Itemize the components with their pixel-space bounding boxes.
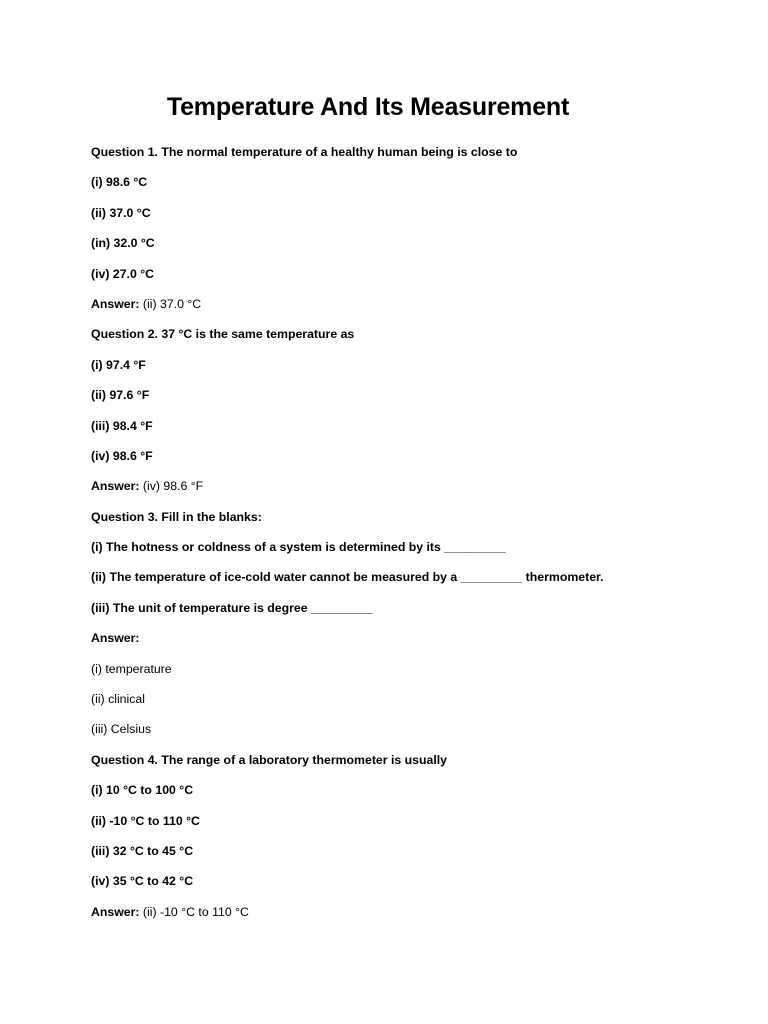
question-3: Question 3. Fill in the blanks: bbox=[91, 509, 262, 524]
q1-answer-value: (ii) 37.0 °C bbox=[139, 296, 202, 311]
q1-option-3: (in) 32.0 °C bbox=[91, 236, 155, 251]
q2-option-2: (ii) 97.6 °F bbox=[91, 388, 150, 403]
q3-blank-3: (iii) The unit of temperature is degree _________ bbox=[91, 600, 373, 615]
question-4: Question 4. The range of a laboratory thermometer is usually bbox=[91, 752, 448, 767]
q3-blank-2: (ii) The temperature of ice-cold water cannot be measured by a _________ thermometer. bbox=[91, 570, 604, 585]
q3-blank-1: (i) The hotness or coldness of a system is determined by its _________ bbox=[91, 540, 506, 555]
q2-answer-label: Answer: bbox=[91, 479, 140, 494]
q1-option-2: (ii) 37.0 °C bbox=[91, 205, 151, 220]
q4-option-1: (i) 10 °C to 100 °C bbox=[91, 783, 194, 798]
q4-answer-value: (ii) -10 °C to 110 °C bbox=[139, 904, 249, 919]
question-1: Question 1. The normal temperature of a healthy human being is close to bbox=[91, 145, 518, 159]
q3-answer-3: (iii) Celsius bbox=[91, 722, 152, 737]
q4-answer-label: Answer: bbox=[91, 904, 140, 919]
q1-option-4: (iv) 27.0 °C bbox=[91, 266, 155, 281]
q2-option-3: (iii) 98.4 °F bbox=[91, 418, 153, 433]
q3-answer-2: (ii) clinical bbox=[91, 692, 145, 707]
q4-option-4: (iv) 35 °C to 42 °C bbox=[91, 874, 194, 889]
question-2: Question 2. 37 °C is the same temperature as bbox=[91, 327, 355, 342]
q1-answer-label: Answer: bbox=[91, 296, 140, 311]
q2-answer-value: (iv) 98.6 °F bbox=[139, 479, 204, 494]
q2-answer bbox=[91, 478, 731, 508]
q4-option-2: (ii) -10 °C to 110 °C bbox=[91, 813, 200, 828]
page-title: Temperature And Its Measurement bbox=[166, 93, 570, 121]
q4-answer bbox=[91, 904, 731, 934]
q1-answer bbox=[91, 296, 731, 326]
q2-option-4: (iv) 98.6 °F bbox=[91, 448, 153, 463]
q1-option-1: (i) 98.6 °C bbox=[91, 175, 148, 190]
q3-answer-1: (i) temperature bbox=[91, 661, 172, 676]
q3-answer-label: Answer: bbox=[91, 631, 140, 646]
document-body bbox=[91, 144, 731, 934]
q4-option-3: (iii) 32 °C to 45 °C bbox=[91, 843, 194, 858]
q2-option-1: (i) 97.4 °F bbox=[91, 357, 146, 372]
